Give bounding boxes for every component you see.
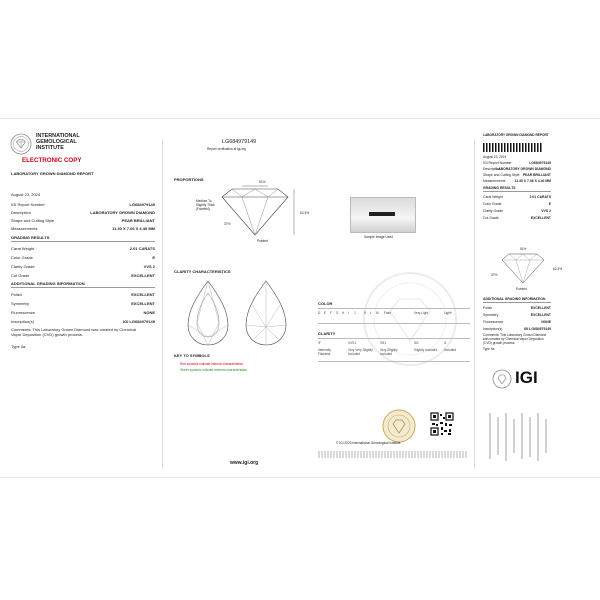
pear-pavilion-plot bbox=[244, 279, 288, 347]
right-detail-row: IGI Report Number LG684979149 bbox=[483, 161, 551, 165]
table-percentage: 51% bbox=[259, 180, 266, 184]
color-word: Faint bbox=[384, 311, 392, 315]
pear-crown-plot bbox=[186, 279, 230, 347]
barcode-strip bbox=[318, 451, 468, 458]
igi-logo-seal-icon bbox=[492, 369, 512, 389]
grading-row: Clarity Grade VVS 2 bbox=[11, 264, 155, 269]
org-name-line3: INSTITUTE bbox=[36, 145, 64, 151]
grading-results-heading: GRADING RESULTS bbox=[11, 235, 155, 242]
proportions-diagram bbox=[218, 185, 300, 241]
right-comments-text: Comments: This Laboratory Grown Diamond was created by Chemical Vapor Deposition (CVD) growth process. bbox=[483, 333, 547, 345]
right-proportions-diagram bbox=[500, 252, 550, 286]
clarity-word: Slightly Included bbox=[414, 348, 438, 352]
culet-label: Pointed bbox=[257, 239, 268, 243]
right-detail-row: Shape and Cutting Style PEAR BRILLIANT bbox=[483, 173, 551, 177]
proportions-heading: PROPORTIONS bbox=[174, 177, 204, 182]
right-table-percentage: 51% bbox=[520, 247, 527, 251]
color-grade: F bbox=[330, 311, 332, 315]
sample-image bbox=[350, 197, 416, 233]
clarity-word: Internally Flawless bbox=[318, 348, 331, 356]
clarity-grade: VVS1 bbox=[348, 341, 357, 345]
panel-divider bbox=[474, 139, 475, 469]
report-title: LABORATORY GROWN DIAMOND REPORT bbox=[11, 171, 94, 176]
verification-note: Report verification at igi.org bbox=[207, 147, 246, 151]
right-additional-row: Fluorescence NONE bbox=[483, 320, 551, 324]
grading-row: Color Grade E bbox=[11, 255, 155, 260]
clarity-characteristics-heading: CLARITY CHARACTERISTICS bbox=[174, 269, 231, 274]
color-word: Very Light bbox=[414, 311, 429, 315]
right-detail-row: Measurements 11.30 X 7.06 X 4.40 MM bbox=[483, 179, 551, 183]
right-additional-row: Inscription(s) IGI LG684979149 bbox=[483, 327, 551, 331]
color-grade: L bbox=[370, 311, 372, 315]
key-red-note: Red symbols indicate internal characteristics. bbox=[180, 362, 244, 366]
diamond-type: Type IIa bbox=[11, 344, 26, 349]
report-number-top: LG684979149 bbox=[222, 139, 257, 145]
color-grade: M bbox=[376, 311, 379, 315]
color-grade: H bbox=[342, 311, 345, 315]
color-grade: E bbox=[324, 311, 327, 315]
right-grading-row: Color Grade E bbox=[483, 202, 551, 206]
right-additional-heading: ADDITIONAL GRADING INFORMATION bbox=[483, 297, 551, 303]
laser-inscription-strip bbox=[369, 212, 395, 216]
sample-image-caption: Sample Image Used bbox=[364, 235, 393, 239]
copyright-text: © IGI 2020 International Gemological Institute bbox=[336, 441, 401, 445]
right-grading-heading: GRADING RESULTS bbox=[483, 186, 551, 192]
grading-row: Carat Weight 2.01 CARATS bbox=[11, 246, 155, 251]
additional-row: Symmetry EXCELLENT bbox=[11, 301, 155, 306]
grading-row: Cut Grade EXCELLENT bbox=[11, 273, 155, 278]
report-date: August 23, 2024 bbox=[11, 192, 41, 197]
right-depth-percentage: 62.3% bbox=[553, 267, 563, 271]
clarity-word: Very Very Slightly Included bbox=[348, 348, 373, 356]
detail-row: IGI Report Number LG684979149 bbox=[11, 202, 155, 207]
mini-barcode bbox=[483, 143, 543, 152]
color-scale-heading: COLOR bbox=[318, 301, 333, 306]
electronic-copy-label: ELECTRONIC COPY bbox=[22, 157, 82, 164]
right-culet: Pointed bbox=[516, 287, 527, 291]
igi-seal-icon bbox=[10, 133, 32, 155]
color-grade: I bbox=[348, 311, 349, 315]
color-scale bbox=[318, 308, 470, 324]
clarity-scale bbox=[318, 338, 470, 362]
right-additional-row: Symmetry EXCELLENT bbox=[483, 313, 551, 317]
clarity-grade: IF bbox=[318, 341, 321, 345]
right-additional-row: Polish EXCELLENT bbox=[483, 306, 551, 310]
additional-row: Polish EXCELLENT bbox=[11, 292, 155, 297]
clarity-grade: SI1 bbox=[414, 341, 419, 345]
igi-logo-text: IGI bbox=[515, 368, 538, 387]
right-grading-row: Carat Weight 2.01 CARATS bbox=[483, 195, 551, 199]
clarity-word: Included bbox=[444, 348, 457, 352]
color-word: Light* bbox=[444, 311, 453, 315]
clarity-grade: I1 bbox=[444, 341, 447, 345]
key-to-symbols-heading: KEY TO SYMBOLS bbox=[174, 353, 210, 358]
detail-row: Description LABORATORY GROWN DIAMOND bbox=[11, 210, 155, 215]
certificate bbox=[0, 118, 600, 478]
right-diamond-type: Type IIa bbox=[483, 347, 495, 351]
color-grade: K bbox=[364, 311, 367, 315]
right-report-date: August 23, 2024 bbox=[483, 155, 507, 159]
crown-angle: 37% bbox=[224, 222, 231, 226]
clarity-grade: VS1 bbox=[380, 341, 387, 345]
comments-text: Comments: This Laboratory Grown Diamond was created by Chemical Vapor Deposition (CVD) growth process. bbox=[11, 327, 137, 337]
depth-percentage: 62.3% bbox=[300, 211, 310, 215]
additional-grading-heading: ADDITIONAL GRADING INFORMATION bbox=[11, 281, 155, 288]
org-name-line2: GEMOLOGICAL bbox=[36, 139, 77, 145]
right-crown-angle: 37% bbox=[491, 273, 498, 277]
right-grading-row: Clarity Grade VVS 2 bbox=[483, 209, 551, 213]
color-grade: J bbox=[354, 311, 356, 315]
vertical-info-stub bbox=[484, 409, 550, 467]
right-report-title: LABORATORY GROWN DIAMOND REPORT bbox=[483, 133, 549, 137]
website-link[interactable]: www.igi.org bbox=[230, 460, 259, 466]
color-grade: G bbox=[336, 311, 339, 315]
right-grading-row: Cut Grade EXCELLENT bbox=[483, 216, 551, 220]
qr-code-icon[interactable] bbox=[430, 412, 454, 436]
panel-divider bbox=[162, 139, 163, 469]
gold-seal-icon bbox=[382, 409, 416, 443]
additional-row: Inscription(s) IGI LG684979149 bbox=[11, 319, 155, 324]
girdle-label: Medium To Slightly Thick (Faceted) bbox=[196, 199, 215, 211]
key-green-note: Green symbols indicate external characteristics. bbox=[180, 368, 248, 372]
right-detail-row: Description LABORATORY GROWN DIAMOND bbox=[483, 167, 551, 171]
detail-row: Shape and Cutting Style PEAR BRILLIANT bbox=[11, 218, 155, 223]
detail-row: Measurements 11.30 X 7.06 X 4.40 MM bbox=[11, 226, 155, 231]
color-grade: D bbox=[318, 311, 321, 315]
additional-row: Fluorescence NONE bbox=[11, 310, 155, 315]
clarity-scale-heading: CLARITY bbox=[318, 331, 336, 336]
clarity-word: Very Slightly Included bbox=[380, 348, 398, 356]
org-name-line1: INTERNATIONAL bbox=[36, 133, 80, 139]
